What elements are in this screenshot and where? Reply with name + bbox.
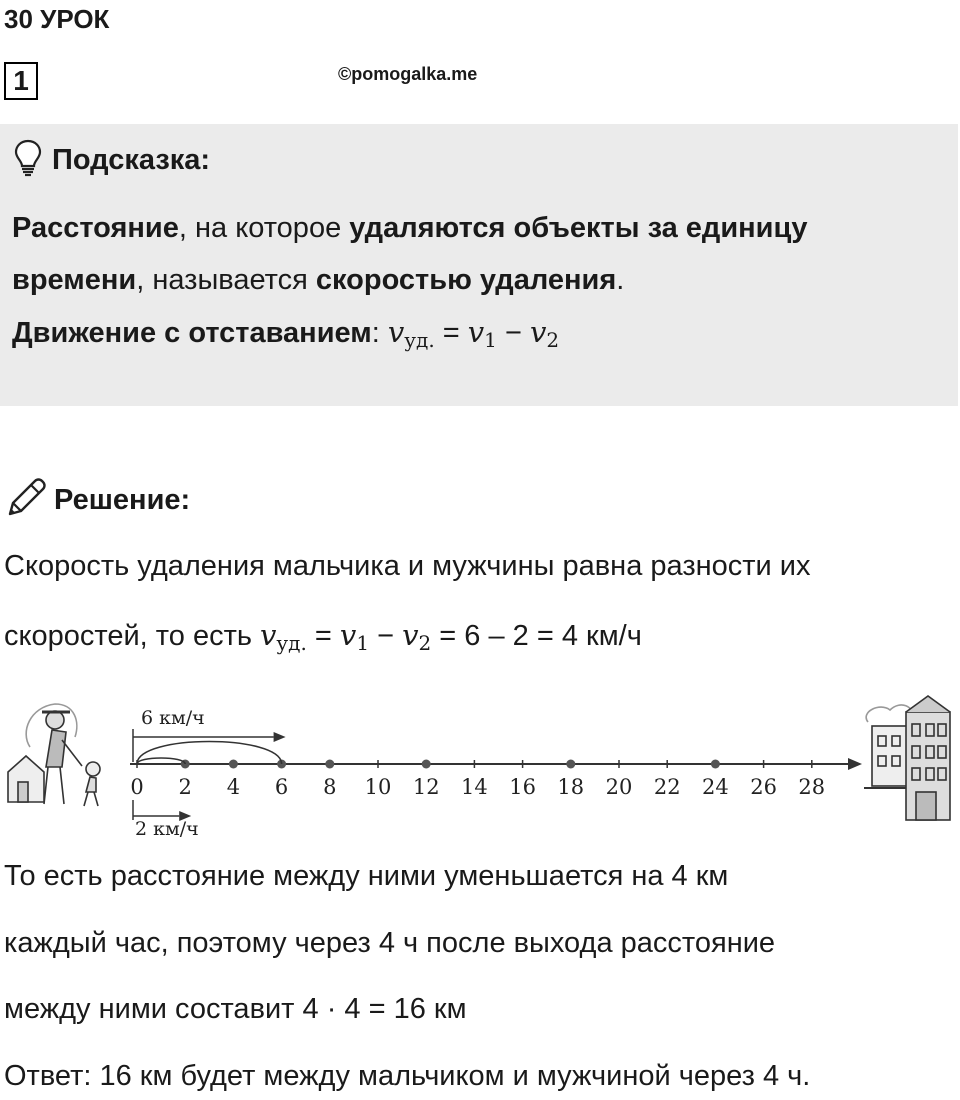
hint-term: времени	[12, 264, 137, 296]
formula-var: v	[387, 315, 405, 349]
formula-sub: уд.	[404, 328, 435, 352]
solution-title: Решение:	[54, 483, 191, 516]
formula-op: =	[306, 620, 340, 652]
hint-term: Движение с отставанием	[12, 317, 372, 349]
hint-text-part: , называется	[136, 264, 316, 296]
solution-paragraph-5: между ними составит 4 · 4 = 16 км	[4, 993, 467, 1025]
hint-box	[0, 124, 958, 406]
number-line-figure	[0, 692, 960, 842]
formula-sub: 2	[546, 328, 560, 352]
tick-label: 12	[412, 775, 440, 799]
tick-label: 26	[750, 775, 777, 799]
speed-top-arrowhead	[274, 732, 286, 742]
solution-paragraph-2	[4, 618, 642, 655]
formula-op: −	[496, 317, 530, 349]
tick-label: 14	[461, 775, 488, 799]
hint-title: Подсказка:	[52, 143, 211, 176]
formula-sub: 1	[484, 328, 497, 352]
speed-bottom-label: 2 км/ч	[135, 818, 199, 840]
position-dot	[229, 760, 238, 769]
position-dot	[422, 760, 431, 769]
tick-label: 0	[130, 775, 144, 799]
man-boy-house-picture	[8, 704, 100, 806]
tick-label: 18	[557, 775, 585, 799]
hint-text-part: :	[371, 317, 380, 349]
hint-text-part: , на которое	[178, 212, 350, 244]
tick-label: 22	[653, 775, 681, 799]
solution-text-part: = 6 – 2 = 4 км/ч	[431, 620, 642, 652]
tick-label: 20	[605, 775, 633, 799]
axis-arrowhead	[848, 758, 862, 770]
lesson-title: 30 УРОК	[4, 4, 110, 34]
solution-header	[4, 478, 190, 522]
hint-term: Расстояние	[12, 212, 179, 244]
tick-label: 16	[509, 775, 536, 799]
formula-var: v	[467, 315, 485, 349]
solution-text-part: скоростей, то есть	[4, 620, 261, 652]
tick-label: 4	[226, 775, 241, 799]
tick-label: 28	[798, 775, 826, 799]
task-number: 1	[4, 62, 38, 100]
answer-line: Ответ: 16 км будет между мальчиком и мужчиной через 4 ч.	[4, 1060, 811, 1092]
solution-paragraph-4: каждый час, поэтому через 4 ч после выхода расстояние	[4, 927, 776, 959]
tick-label: 24	[702, 775, 729, 799]
tick-label: 10	[364, 775, 392, 799]
tick-label: 2	[178, 775, 192, 799]
hint-term: скоростью удаления	[315, 264, 617, 296]
formula-var: v	[339, 618, 357, 652]
formula-var: v	[402, 618, 419, 652]
formula-var: v	[260, 618, 277, 652]
formula-op: =	[434, 317, 468, 349]
watermark: ©pomogalka.me	[338, 64, 478, 84]
tick-label: 6	[274, 775, 289, 799]
formula-sub: 1	[356, 631, 370, 655]
hint-text-part: .	[616, 264, 625, 296]
hint-text	[12, 202, 807, 358]
position-dot	[566, 760, 575, 769]
position-dot	[711, 760, 720, 769]
formula-var: v	[529, 315, 547, 349]
formula-sub: 2	[418, 631, 432, 655]
hint-header	[14, 140, 210, 180]
hint-term: удаляются объекты за единицу	[349, 212, 808, 244]
formula-sub: уд.	[276, 631, 307, 655]
number-line	[130, 707, 862, 840]
movement-arc-6	[137, 742, 282, 765]
hint-formula	[12, 306, 807, 358]
formula-op: −	[369, 620, 403, 652]
solution-paragraph-1: Скорость удаления мальчика и мужчины равна разности их	[4, 550, 811, 582]
pencil-icon	[4, 476, 48, 525]
tick-label: 8	[323, 775, 337, 799]
lightbulb-icon	[14, 139, 42, 182]
town-buildings-picture	[864, 696, 950, 820]
solution-paragraph-3: То есть расстояние между ними уменьшается на 4 км	[4, 860, 729, 892]
position-dot	[325, 760, 334, 769]
speed-top-label: 6 км/ч	[141, 707, 205, 729]
number-line-svg	[0, 692, 960, 842]
